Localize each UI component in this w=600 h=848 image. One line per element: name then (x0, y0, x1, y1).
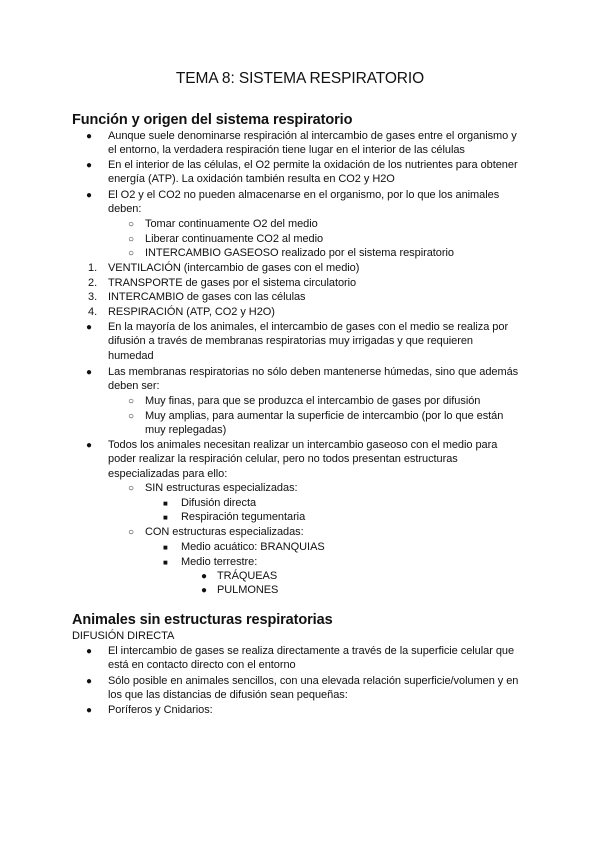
list-item-line: deben ser: (108, 380, 160, 392)
list-item-line: energía (ATP). La oxidación también resulta en CO2 y H2O (108, 173, 395, 185)
list-item-line: deben: (108, 203, 142, 215)
bullet-icon: ● (86, 190, 93, 201)
list-item-line: Liberar continuamente CO2 al medio (145, 233, 324, 245)
list-item-line: INTERCAMBIO de gases con las células (108, 291, 306, 303)
list-item-line: Tomar continuamente O2 del medio (145, 218, 318, 230)
list-item-line: Muy amplias, para aumentar la superficie de intercambio (por lo que están (145, 410, 504, 422)
list-number: 2. (88, 277, 98, 289)
list-item-line: PULMONES (217, 584, 279, 596)
subheading: DIFUSIÓN DIRECTA (72, 630, 175, 642)
list-number: 4. (88, 306, 98, 318)
circle-bullet-icon: ○ (128, 219, 135, 230)
bullet-icon: ● (86, 646, 93, 657)
bullet-icon: ● (86, 705, 93, 716)
circle-bullet-icon: ○ (128, 483, 135, 494)
list-item-line: Medio acuático: BRANQUIAS (181, 541, 325, 553)
list-item-line: Aunque suele denominarse respiración al intercambio de gases entre el organismo y (108, 130, 517, 142)
bullet-icon: ● (86, 160, 93, 171)
list-number: 3. (88, 291, 98, 303)
list-item-line: Sólo posible en animales sencillos, con una elevada relación superficie/volumen y en (108, 675, 519, 687)
list-item-line: SIN estructuras especializadas: (145, 482, 298, 494)
list-item-line: muy replegadas) (145, 424, 227, 436)
list-item-line: INTERCAMBIO GASEOSO realizado por el sistema respiratorio (145, 247, 454, 259)
list-item-line: VENTILACIÓN (intercambio de gases con el medio) (108, 262, 360, 274)
circle-bullet-icon: ○ (128, 234, 135, 245)
square-bullet-icon: ■ (163, 513, 168, 522)
list-item-line: Respiración tegumentaria (181, 511, 306, 523)
bullet-icon: ● (86, 676, 93, 687)
list-item-line: El intercambio de gases se realiza directamente a través de la superficie celular que (108, 645, 515, 657)
list-item-line: CON estructuras especializadas: (145, 526, 304, 538)
list-item-line: TRANSPORTE de gases por el sistema circulatorio (108, 277, 357, 289)
square-bullet-icon: ■ (163, 543, 168, 552)
list-item-line: Difusión directa (181, 497, 257, 509)
page-title: TEMA 8: SISTEMA RESPIRATORIO (175, 70, 425, 87)
bullet-icon: ● (201, 585, 208, 596)
list-item-line: está en contacto directo con el entorno (108, 659, 296, 671)
circle-bullet-icon: ○ (128, 396, 135, 407)
list-number: 1. (88, 262, 98, 274)
bullet-icon: ● (86, 131, 93, 142)
section-heading-animales: Animales sin estructuras respiratorias (72, 612, 333, 628)
circle-bullet-icon: ○ (128, 248, 135, 259)
section-heading-funcion: Función y origen del sistema respiratorio (72, 112, 353, 128)
list-item-line: especializadas para ello: (108, 468, 228, 480)
list-item-line: Las membranas respiratorias no sólo deben mantenerse húmedas, sino que además (108, 366, 519, 378)
list-item-line: TRÁQUEAS (217, 570, 278, 582)
list-item-line: humedad (108, 350, 154, 362)
bullet-icon: ● (86, 322, 93, 333)
list-item-line: Todos los animales necesitan realizar un intercambio gaseoso con el medio para (108, 439, 498, 451)
list-item-line: Medio terrestre: (181, 556, 258, 568)
list-item-line: difusión a través de membranas respiratorias muy irrigadas y que requieren (108, 335, 473, 347)
list-item-line: En el interior de las células, el O2 permite la oxidación de los nutrientes para obtener (108, 159, 518, 171)
list-item-line: el entorno, la verdadera respiración tiene lugar en el interior de las células (108, 144, 465, 156)
square-bullet-icon: ■ (163, 499, 168, 508)
circle-bullet-icon: ○ (128, 411, 135, 422)
circle-bullet-icon: ○ (128, 527, 135, 538)
list-item-line: los que las distancias de difusión sean pequeñas: (108, 689, 348, 701)
list-item-line: Poríferos y Cnidarios: (108, 704, 213, 716)
list-item-line: poder realizar la respiración celular, pero no todos presentan estructuras (108, 453, 458, 465)
list-item-line: El O2 y el CO2 no pueden almacenarse en el organismo, por lo que los animales (108, 189, 500, 201)
bullet-icon: ● (86, 367, 93, 378)
list-item-line: En la mayoría de los animales, el intercambio de gases con el medio se realiza por (108, 321, 509, 333)
bullet-icon: ● (201, 571, 208, 582)
list-item-line: Muy finas, para que se produzca el intercambio de gases por difusión (145, 395, 481, 407)
bullet-icon: ● (86, 440, 93, 451)
list-item-line: RESPIRACIÓN (ATP, CO2 y H2O) (108, 306, 275, 318)
square-bullet-icon: ■ (163, 558, 168, 567)
